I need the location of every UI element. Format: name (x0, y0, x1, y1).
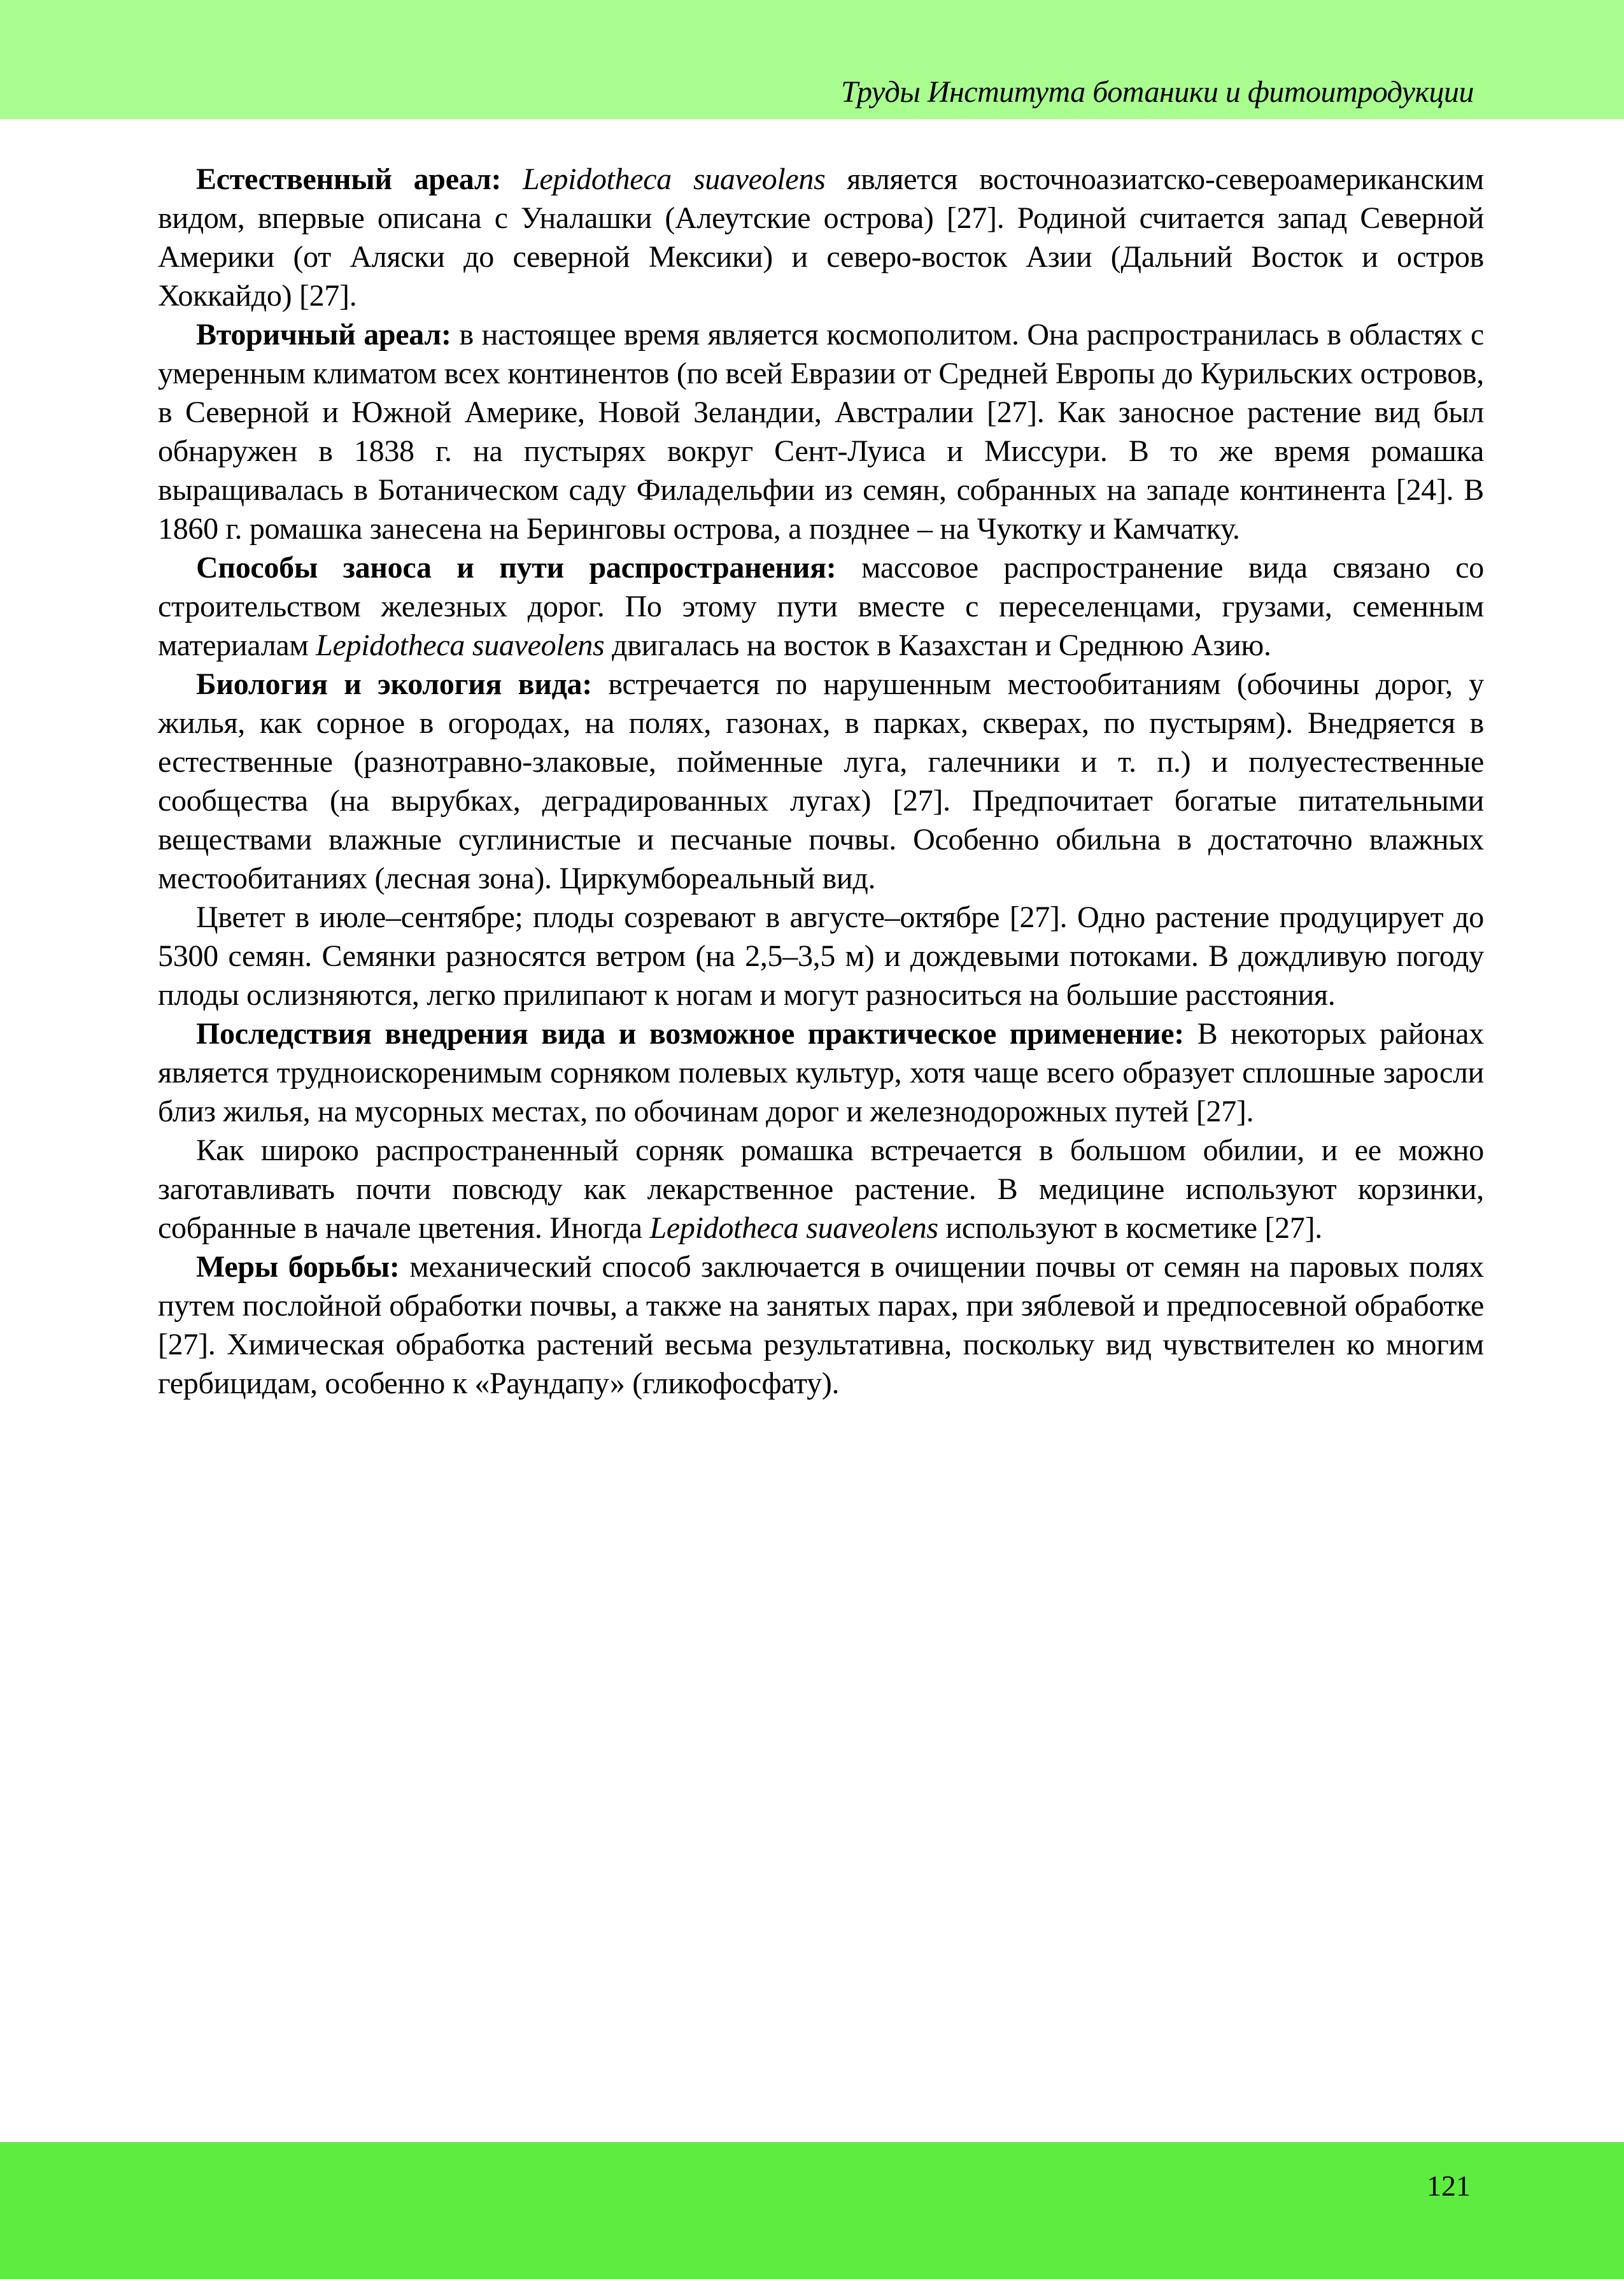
article-text-block (0, 119, 1624, 1403)
page-number: 121 (1427, 2169, 1471, 2202)
paragraph-text: используют в косметике [27]. (938, 1211, 1322, 1245)
paragraph (158, 1247, 1484, 1403)
paragraph-lead-bold: Естественный ареал: (196, 162, 523, 196)
journal-running-title: Труды Института ботаники и фитоитродукции (841, 75, 1474, 109)
paragraph-lead-bold: Способы заноса и пути распространения: (196, 551, 862, 585)
paragraph-text: массовое распространение вида связано со строительством железных дорог. По этому пути вместе с переселенцами, грузами, семенным материалам (158, 551, 1484, 662)
species-name-italic: Lepidotheca suaveolens (523, 162, 826, 196)
paragraph (158, 160, 1484, 315)
paragraph-lead-bold: Меры борьбы: (196, 1250, 410, 1284)
page-footer-band (0, 2142, 1624, 2279)
paragraph (158, 665, 1484, 898)
paragraph-text: Как широко распространенный сорняк ромашка встречается в большом обилии, и ее можно заготавливать почти повсюду как лекарственное растение. В медицине используют корзинки, собранные в начале цветения. Иногда (158, 1133, 1484, 1245)
paragraph-lead-bold: Последствия внедрения вида и возможное практическое применение: (196, 1017, 1197, 1051)
paragraph-text: двигалась на восток в Казахстан и Среднюю Азию. (604, 628, 1271, 662)
paragraph (158, 315, 1484, 548)
paragraph-text: встречается по нарушенным местообитаниям (обочины дорог, у жилья, как сорное в огородах, на полях, газонах, в парках, скверах, по пустырям). Внедряется в естественные (разнотравно-злаковые, пойменные луга, галечники и т. п.) и полуестественные сообщества (на вырубках, деградированных лугах) [27]. Предпочитает богатые питательными веществами влажные суглинистые и песчаные почвы. Особенно обильна в достаточно влажных местообитаниях (лесная зона). Циркумбореальный вид. (158, 667, 1485, 895)
paragraph-text: Цветет в июле–сентябре; плоды созревают в августе–октябре [27]. Одно растение продуцирует до 5300 семян. Семянки разносятся ветром (на 2,5–3,5 м) и дождевыми потоками. В дождливую погоду плоды ослизняются, легко прилипают к ногам и могут разноситься на большие расстояния. (158, 900, 1484, 1012)
page-header-band (0, 0, 1624, 119)
species-name-italic: Lepidotheca suaveolens (649, 1211, 938, 1245)
paragraph-text: В некоторых районах является трудноискоренимым сорняком полевых культур, хотя чаще всего образует сплошные заросли близ жилья, на мусорных местах, по обочинам дорог и железнодорожных путей [27]. (158, 1017, 1485, 1128)
species-name-italic: Lepidotheca suaveolens (316, 628, 605, 662)
paragraph-text: в настоящее время является космополитом. Она распространилась в областях с умеренным климатом всех континентов (по всей Евразии от Средней Европы до Курильских островов, в Северной и Южной Америке, Новой Зеландии, Австралии [27]. Как заносное растение вид был обнаружен в 1838 г. на пустырях вокруг Сент-Луиса и Миссури. В то же время ромашка выращивалась в Ботаническом саду Филадельфии из семян, собранных на западе континента [24]. В 1860 г. ромашка занесена на Беринговы острова, а позднее – на Чукотку и Камчатку. (158, 318, 1484, 546)
paragraph-text: является восточноазиатско-североамериканским видом, впервые описана с Уналашки (Алеутские острова) [27]. Родиной считается запад Северной Америки (от Аляски до северной Мексики) и северо-восток Азии (Дальний Восток и остров Хоккайдо) [27]. (158, 162, 1484, 313)
paragraph (158, 1014, 1484, 1131)
paragraph (158, 898, 1484, 1014)
paragraph-lead-bold: Вторичный ареал: (196, 318, 460, 351)
paragraph-text: механический способ заключается в очищении почвы от семян на паровых полях путем послойной обработки почвы, а также на занятых парах, при зяблевой и предпосевной обработке [27]. Химическая обработка растений весьма результативна, поскольку вид чувствителен ко многим гербицидам, особенно к «Раундапу» (гликофосфату). (158, 1250, 1484, 1400)
paragraph (158, 1131, 1484, 1247)
paragraph-lead-bold: Биология и экология вида: (196, 667, 609, 701)
paragraph (158, 548, 1484, 665)
